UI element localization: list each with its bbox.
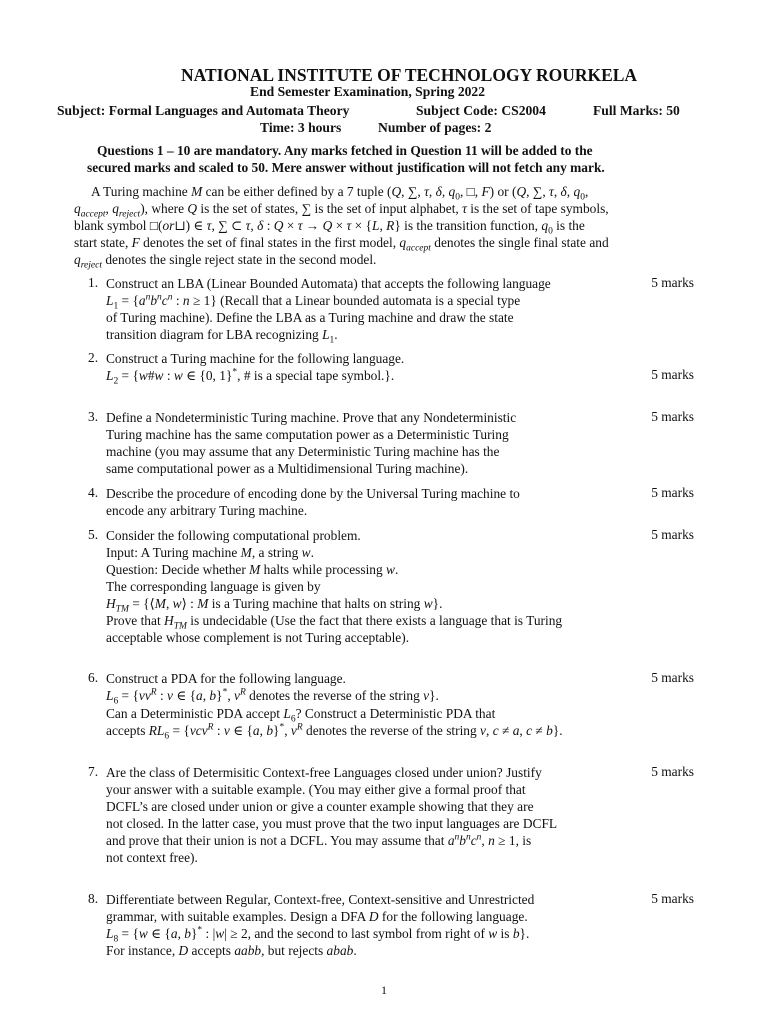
exam-title: End Semester Examination, Spring 2022: [250, 84, 486, 99]
question-4-number: 4.: [88, 485, 99, 500]
q6-line-2: $L_6 = \{vv^R$ : v ∈ {a, b}*, $v^R$ denotes the reverse of the string v}.: [106, 687, 439, 707]
q8-marks: 5 marks: [651, 891, 694, 906]
question-3-number: 3.: [88, 409, 99, 424]
q7-line-6: not context free).: [106, 850, 198, 865]
q5-line-5: $H_{TM}$ = {⟨M, w⟩ : M is a Turing machine that halts on string w}.: [106, 596, 443, 615]
intro-line-2: $q_{accept}$, $q_{reject}$), where Q is the set of states, ∑ is the set of input alphabet, τ is the set of tape symbols,: [74, 201, 609, 220]
full-marks: Full Marks: 50: [593, 103, 680, 118]
q3-line-1: Define a Nondeterministic Turing machine. Prove that any Nondeterministic: [106, 410, 517, 425]
q6-line-1: Construct a PDA for the following language.: [106, 671, 346, 686]
q5-line-3: Question: Decide whether M halts while processing w.: [106, 562, 399, 577]
page-number: 1: [381, 983, 387, 997]
exam-time: Time: 3 hours: [260, 120, 342, 135]
q6-line-4: accepts $RL_6 = \{vcv^R$ : v ∈ {a, b}*, $v^R$ denotes the reverse of the string v, c ≠ a, c ≠ b}.: [106, 722, 563, 742]
q5-line-1: Consider the following computational problem.: [106, 528, 361, 543]
q3-line-2: Turing machine has the same computation power as a Deterministic Turing: [106, 427, 509, 442]
q7-line-3: DCFL’s are closed under union or give a counter example showing that they are: [106, 799, 534, 814]
question-7-number: 7.: [88, 764, 99, 779]
q1-line-4: transition diagram for LBA recognizing $L_1$.: [106, 327, 338, 346]
q3-line-3: machine (you may assume that any Deterministic Turing machine has the: [106, 444, 500, 459]
q5-line-4: The corresponding language is given by: [106, 579, 321, 594]
question-2-number: 2.: [88, 350, 99, 365]
q7-line-1: Are the class of Determisitic Context-free Languages closed under union? Justify: [106, 765, 542, 780]
question-1-number: 1.: [88, 275, 99, 290]
q6-marks: 5 marks: [651, 670, 694, 685]
q3-line-4: same computational power as a Multidimensional Turing machine).: [106, 461, 469, 476]
intro-line-4: start state, F denotes the set of final states in the first model, $q_{accept}$ denotes the single final state and: [74, 235, 609, 254]
q1-marks: 5 marks: [651, 275, 694, 290]
q4-marks: 5 marks: [651, 485, 694, 500]
intro-line-3: blank symbol □(or⊔) ∈ τ, ∑ ⊂ τ, δ : Q × τ → Q × τ × {L, R} is the transition function, $q_0$ is the: [74, 218, 585, 237]
q5-line-6: Prove that $H_{TM}$ is undecidable (Use the fact that there exists a language that is Turing: [106, 613, 563, 632]
q7-line-4: not closed. In the latter case, you must prove that the two input languages are DCFL: [106, 816, 558, 831]
q5-line-2: Input: A Turing machine M, a string w.: [106, 545, 314, 560]
q8-line-3: $L_8 = \{w$ ∈ {a, b}* : |w| ≥ 2, and the second to last symbol from right of w is b}.: [106, 925, 530, 945]
q7-line-5: and prove that their union is not a DCFL. You may assume that $a^nb^nc^n$, n ≥ 1, is: [106, 832, 532, 848]
question-5-number: 5.: [88, 527, 99, 542]
q6-line-3: Can a Deterministic PDA accept $L_6$? Construct a Deterministic PDA that: [106, 706, 496, 725]
q4-line-1: Describe the procedure of encoding done by the Universal Turing machine to: [106, 486, 520, 501]
q8-line-2: grammar, with suitable examples. Design a DFA D for the following language.: [106, 909, 528, 924]
q3-marks: 5 marks: [651, 409, 694, 424]
q4-line-2: encode any arbitrary Turing machine.: [106, 503, 308, 518]
q2-line-2: $L_2$ = {w#w : w ∈ {0, 1}*, # is a special tape symbol.}.: [106, 367, 395, 387]
instruction-line-2: secured marks and scaled to 50. Mere answer without justification will not fetch any mark.: [87, 160, 605, 175]
q1-line-2: $L_1 = \{a^nb^nc^n$ : n ≥ 1} (Recall that a Linear bounded automata is a special type: [106, 292, 521, 312]
q7-marks: 5 marks: [651, 764, 694, 779]
q8-line-1: Differentiate between Regular, Context-free, Context-sensitive and Unrestricted: [106, 892, 535, 907]
intro-line-1: A Turing machine M can be either defined by a 7 tuple (Q, ∑, τ, δ, $q_0$, □, F) or (Q, ∑, τ, δ, $q_0$,: [91, 184, 589, 203]
institute-title: NATIONAL INSTITUTE OF TECHNOLOGY ROURKELA: [181, 65, 638, 85]
q1-line-3: of Turing machine). Define the LBA as a Turing machine and draw the state: [106, 310, 514, 325]
q2-line-1: Construct a Turing machine for the following language.: [106, 351, 405, 366]
q7-line-2: your answer with a suitable example. (You may either give a formal proof that: [106, 782, 526, 797]
q5-line-7: acceptable whose complement is not Turing acceptable).: [106, 630, 410, 645]
q8-line-4: For instance, D accepts aabb, but rejects abab.: [106, 943, 357, 958]
subject-code: Subject Code: CS2004: [416, 103, 546, 118]
q1-line-1: Construct an LBA (Linear Bounded Automata) that accepts the following language: [106, 276, 551, 291]
question-8-number: 8.: [88, 891, 99, 906]
question-6-number: 6.: [88, 670, 99, 685]
page-count: Number of pages: 2: [378, 120, 492, 135]
q5-marks: 5 marks: [651, 527, 694, 542]
subject-line: Subject: Formal Languages and Automata Theory: [57, 103, 350, 118]
intro-line-5: $q_{reject}$ denotes the single reject state in the second model.: [74, 252, 377, 271]
q2-marks: 5 marks: [651, 367, 694, 382]
instruction-line-1: Questions 1 – 10 are mandatory. Any marks fetched in Question 11 will be added to the: [97, 143, 593, 158]
